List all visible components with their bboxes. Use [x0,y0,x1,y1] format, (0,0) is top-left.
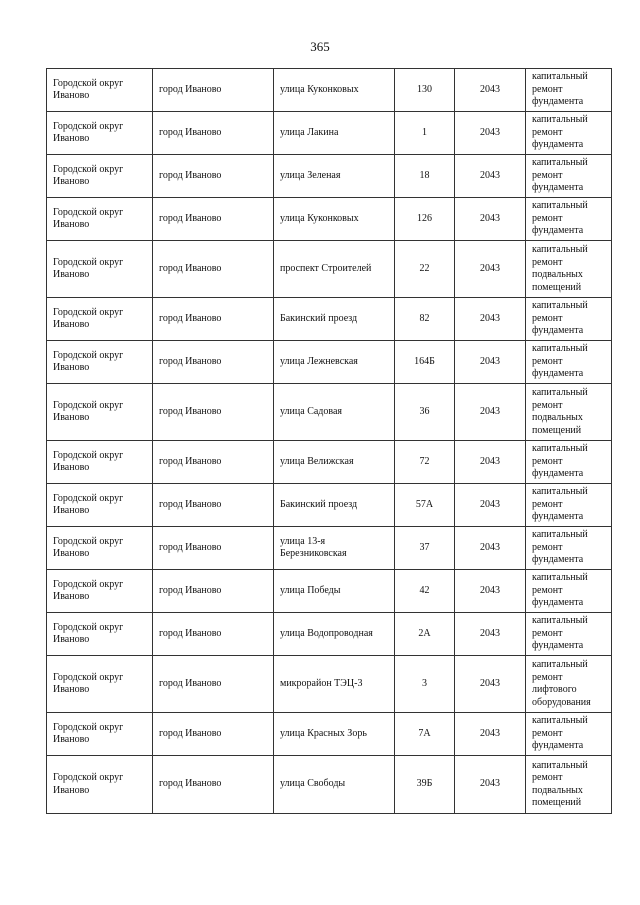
city-cell: город Иваново [153,241,274,298]
city-cell: город Иваново [153,527,274,570]
page-number: 365 [310,39,330,54]
street-cell: улица Лежневская [274,341,395,384]
city-cell: город Иваново [153,756,274,814]
house-number-cell: 72 [395,441,455,484]
work-type-cell: капитальный ремонт фундамента [526,298,612,341]
house-number-cell: 18 [395,155,455,198]
year-cell: 2043 [455,441,526,484]
street-cell: улица 13-я Березниковская [274,527,395,570]
work-type-cell: капитальный ремонт фундамента [526,341,612,384]
year-cell: 2043 [455,198,526,241]
city-cell: город Иваново [153,384,274,441]
house-number-cell: 39Б [395,756,455,814]
year-cell: 2043 [455,613,526,656]
municipality-cell: Городской округ Иваново [47,198,153,241]
street-cell: улица Водопроводная [274,613,395,656]
house-number-cell: 3 [395,656,455,713]
house-number-cell: 126 [395,198,455,241]
year-cell: 2043 [455,241,526,298]
table-row [47,155,612,198]
year-cell: 2043 [455,756,526,814]
work-type-cell: капитальный ремонт фундамента [526,613,612,656]
street-cell: улица Садовая [274,384,395,441]
street-cell: улица Лакина [274,112,395,155]
city-cell: город Иваново [153,155,274,198]
year-cell: 2043 [455,713,526,756]
table-row [47,298,612,341]
city-cell: город Иваново [153,484,274,527]
house-number-cell: 37 [395,527,455,570]
table-row [47,69,612,112]
street-cell: микрорайон ТЭЦ-3 [274,656,395,713]
street-cell: улица Велижская [274,441,395,484]
municipality-cell: Городской округ Иваново [47,341,153,384]
table-body [47,69,612,814]
city-cell: город Иваново [153,69,274,112]
municipality-cell: Городской округ Иваново [47,756,153,814]
house-number-cell: 130 [395,69,455,112]
table-row [47,484,612,527]
year-cell: 2043 [455,656,526,713]
work-type-cell: капитальный ремонт фундамента [526,441,612,484]
house-number-cell: 2А [395,613,455,656]
municipality-cell: Городской округ Иваново [47,570,153,613]
municipality-cell: Городской округ Иваново [47,69,153,112]
year-cell: 2043 [455,112,526,155]
house-number-cell: 22 [395,241,455,298]
work-type-cell: капитальный ремонт фундамента [526,713,612,756]
street-cell: улица Красных Зорь [274,713,395,756]
work-type-cell: капитальный ремонт подвальных помещений [526,384,612,441]
table-row [47,613,612,656]
year-cell: 2043 [455,298,526,341]
work-type-cell: капитальный ремонт подвальных помещений [526,756,612,814]
table-row [47,441,612,484]
municipality-cell: Городской округ Иваново [47,441,153,484]
work-type-cell: капитальный ремонт фундамента [526,155,612,198]
municipality-cell: Городской округ Иваново [47,713,153,756]
year-cell: 2043 [455,69,526,112]
street-cell: улица Куконковых [274,69,395,112]
year-cell: 2043 [455,484,526,527]
house-number-cell: 1 [395,112,455,155]
house-number-cell: 164Б [395,341,455,384]
table-row [47,713,612,756]
street-cell: улица Зеленая [274,155,395,198]
city-cell: город Иваново [153,198,274,241]
work-type-cell: капитальный ремонт лифтового оборудования [526,656,612,713]
street-cell: улица Куконковых [274,198,395,241]
city-cell: город Иваново [153,341,274,384]
municipality-cell: Городской округ Иваново [47,112,153,155]
table-row [47,112,612,155]
table-row [47,341,612,384]
table-row [47,241,612,298]
year-cell: 2043 [455,155,526,198]
year-cell: 2043 [455,384,526,441]
city-cell: город Иваново [153,298,274,341]
municipality-cell: Городской округ Иваново [47,298,153,341]
municipality-cell: Городской округ Иваново [47,656,153,713]
work-type-cell: капитальный ремонт фундамента [526,527,612,570]
municipality-cell: Городской округ Иваново [47,613,153,656]
city-cell: город Иваново [153,613,274,656]
house-number-cell: 82 [395,298,455,341]
municipality-cell: Городской округ Иваново [47,384,153,441]
municipality-cell: Городской округ Иваново [47,241,153,298]
house-number-cell: 57А [395,484,455,527]
municipality-cell: Городской округ Иваново [47,155,153,198]
year-cell: 2043 [455,341,526,384]
house-number-cell: 7А [395,713,455,756]
table-row [47,198,612,241]
street-cell: Бакинский проезд [274,298,395,341]
work-type-cell: капитальный ремонт фундамента [526,198,612,241]
street-cell: Бакинский проезд [274,484,395,527]
table-row [47,384,612,441]
work-type-cell: капитальный ремонт фундамента [526,69,612,112]
year-cell: 2043 [455,570,526,613]
table-row [47,756,612,814]
house-number-cell: 42 [395,570,455,613]
street-cell: улица Победы [274,570,395,613]
street-cell: улица Свободы [274,756,395,814]
work-type-cell: капитальный ремонт фундамента [526,112,612,155]
repair-schedule-table [46,68,612,814]
street-cell: проспект Строителей [274,241,395,298]
year-cell: 2043 [455,527,526,570]
work-type-cell: капитальный ремонт подвальных помещений [526,241,612,298]
table-row [47,527,612,570]
table-row [47,570,612,613]
work-type-cell: капитальный ремонт фундамента [526,570,612,613]
work-type-cell: капитальный ремонт фундамента [526,484,612,527]
city-cell: город Иваново [153,441,274,484]
city-cell: город Иваново [153,112,274,155]
city-cell: город Иваново [153,570,274,613]
municipality-cell: Городской округ Иваново [47,484,153,527]
table-row [47,656,612,713]
city-cell: город Иваново [153,713,274,756]
city-cell: город Иваново [153,656,274,713]
house-number-cell: 36 [395,384,455,441]
municipality-cell: Городской округ Иваново [47,527,153,570]
